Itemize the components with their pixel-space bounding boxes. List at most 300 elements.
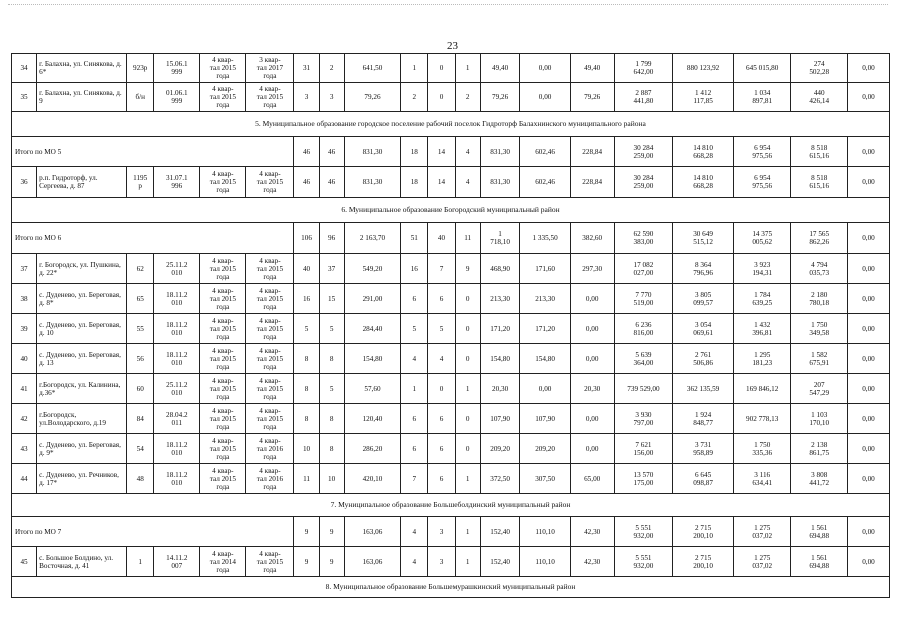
cell-total-area: 79,26 bbox=[344, 83, 401, 112]
cell-area-total: 171,20 bbox=[480, 314, 520, 344]
municipality-heading: 6. Муниципальное образование Богородский муниципальный район bbox=[12, 198, 890, 223]
cell-planned-end: 4 квар- тал 2015 года bbox=[246, 404, 294, 434]
cell-local-budget: 1 582 675,91 bbox=[791, 344, 848, 374]
cell-regional-budget: 1 750 335,36 bbox=[733, 434, 791, 464]
cell-area-total: 372,50 bbox=[480, 464, 520, 494]
resettlement-table bbox=[11, 53, 890, 598]
cell-extra-funds: 0,00 bbox=[847, 254, 889, 284]
cell-extra-funds: 0,00 bbox=[847, 167, 889, 198]
cell-residents-count: 31 bbox=[294, 54, 319, 83]
cell-units-municipal: 0 bbox=[455, 404, 480, 434]
cell-cost-total: 7 621 156,00 bbox=[614, 434, 673, 464]
cell-extra-funds: 0,00 bbox=[847, 54, 889, 83]
table-row bbox=[12, 464, 890, 494]
cell-area-total: 209,20 bbox=[480, 434, 520, 464]
cell-extra-funds: 0,00 bbox=[847, 223, 889, 254]
cell-address: с. Большое Болдино, ул. Восточная, д. 41 bbox=[37, 547, 127, 577]
cell-units-private: 3 bbox=[428, 547, 455, 577]
cell-residents-count: 106 bbox=[294, 223, 319, 254]
table-row bbox=[12, 434, 890, 464]
cell-units-municipal: 9 bbox=[455, 254, 480, 284]
cell-planned-start: 4 квар- тал 2015 года bbox=[200, 314, 246, 344]
cell-residents-count: 46 bbox=[294, 137, 319, 167]
cell-regional-budget: 1 275 037,02 bbox=[733, 517, 791, 547]
cell-address: р.п. Гидроторф, ул. Сергеева, д. 87 bbox=[37, 167, 127, 198]
cell-units-municipal: 0 bbox=[455, 314, 480, 344]
cell-residents-to-move: 8 bbox=[319, 404, 344, 434]
cell-fund-contribution: 14 810 668,28 bbox=[673, 167, 734, 198]
cell-local-budget: 1 561 694,88 bbox=[791, 517, 848, 547]
cell-units-municipal: 1 bbox=[455, 54, 480, 83]
cell-extra-funds: 0,00 bbox=[847, 434, 889, 464]
cell-regional-budget: 6 954 975,56 bbox=[733, 167, 791, 198]
cell-document-date: 25.11.2 010 bbox=[154, 374, 200, 404]
cell-total-area: 2 163,70 bbox=[344, 223, 401, 254]
cell-fund-contribution: 8 364 796,96 bbox=[673, 254, 734, 284]
cell-units-municipal: 0 bbox=[455, 434, 480, 464]
cell-residents-to-move: 15 bbox=[319, 284, 344, 314]
cell-units-municipal: 4 bbox=[455, 167, 480, 198]
cell-regional-budget: 1 784 639,25 bbox=[733, 284, 791, 314]
cell-area-private: 171,60 bbox=[520, 254, 570, 284]
cell-planned-start: 4 квар- тал 2015 года bbox=[200, 254, 246, 284]
cell-regional-budget: 14 375 005,62 bbox=[733, 223, 791, 254]
cell-units-total: 18 bbox=[401, 137, 428, 167]
cell-area-municipal: 0,00 bbox=[570, 434, 614, 464]
cell-planned-end: 4 квар- тал 2015 года bbox=[246, 314, 294, 344]
cell-area-total: 831,30 bbox=[480, 137, 520, 167]
cell-planned-end: 4 квар- тал 2015 года bbox=[246, 547, 294, 577]
cell-residents-to-move: 2 bbox=[319, 54, 344, 83]
cell-residents-to-move: 5 bbox=[319, 374, 344, 404]
cell-area-total: 79,26 bbox=[480, 83, 520, 112]
cell-address: с. Дуденево, ул. Береговая, д. 8* bbox=[37, 284, 127, 314]
cell-fund-contribution: 3 731 958,89 bbox=[673, 434, 734, 464]
cell-cost-total: 17 082 027,00 bbox=[614, 254, 673, 284]
cell-area-private: 213,30 bbox=[520, 284, 570, 314]
cell-residents-count: 16 bbox=[294, 284, 319, 314]
cell-area-private: 154,80 bbox=[520, 344, 570, 374]
cell-local-budget: 207 547,29 bbox=[791, 374, 848, 404]
cell-regional-budget: 6 954 975,56 bbox=[733, 137, 791, 167]
cell-fund-contribution: 362 135,59 bbox=[673, 374, 734, 404]
cell-planned-start: 4 квар- тал 2015 года bbox=[200, 54, 246, 83]
cell-document-number: 923р bbox=[127, 54, 154, 83]
cell-residents-to-move: 96 bbox=[319, 223, 344, 254]
cell-extra-funds: 0,00 bbox=[847, 83, 889, 112]
cell-residents-count: 9 bbox=[294, 517, 319, 547]
cell-total-area: 163,06 bbox=[344, 517, 401, 547]
top-rule bbox=[8, 4, 888, 5]
cell-units-municipal: 0 bbox=[455, 344, 480, 374]
cell-regional-budget: 3 116 634,41 bbox=[733, 464, 791, 494]
cell-area-private: 110,10 bbox=[520, 547, 570, 577]
cell-regional-budget: 645 015,80 bbox=[733, 54, 791, 83]
municipality-heading: 5. Муниципальное образование городское поселение рабочий поселок Гидроторф Балахнинского муниципального района bbox=[12, 112, 890, 137]
cell-cost-total: 7 770 519,00 bbox=[614, 284, 673, 314]
cell-units-private: 6 bbox=[428, 464, 455, 494]
municipality-heading: 7. Муниципальное образование Большеболдинский муниципальный район bbox=[12, 494, 890, 517]
cell-planned-start: 4 квар- тал 2015 года bbox=[200, 83, 246, 112]
table-row bbox=[12, 167, 890, 198]
cell-units-total: 5 bbox=[401, 314, 428, 344]
cell-units-municipal: 1 bbox=[455, 517, 480, 547]
cell-area-private: 110,10 bbox=[520, 517, 570, 547]
section-row bbox=[12, 494, 890, 517]
cell-residents-to-move: 5 bbox=[319, 314, 344, 344]
cell-area-total: 213,30 bbox=[480, 284, 520, 314]
cell-total-area: 57,60 bbox=[344, 374, 401, 404]
cell-units-total: 16 bbox=[401, 254, 428, 284]
cell-total-area: 420,10 bbox=[344, 464, 401, 494]
cell-cost-total: 739 529,00 bbox=[614, 374, 673, 404]
cell-area-private: 0,00 bbox=[520, 83, 570, 112]
cell-units-total: 4 bbox=[401, 517, 428, 547]
cell-units-municipal: 4 bbox=[455, 137, 480, 167]
cell-planned-end: 4 квар- тал 2015 года bbox=[246, 167, 294, 198]
cell-residents-to-move: 46 bbox=[319, 167, 344, 198]
cell-document-date: 25.11.2 010 bbox=[154, 254, 200, 284]
cell-units-total: 18 bbox=[401, 167, 428, 198]
cell-planned-start: 4 квар- тал 2015 года bbox=[200, 464, 246, 494]
cell-fund-contribution: 2 715 200,10 bbox=[673, 517, 734, 547]
total-row bbox=[12, 517, 890, 547]
cell-extra-funds: 0,00 bbox=[847, 344, 889, 374]
cell-address: с. Дуденево, ул. Речников, д. 17* bbox=[37, 464, 127, 494]
cell-area-private: 307,50 bbox=[520, 464, 570, 494]
cell-local-budget: 1 103 170,10 bbox=[791, 404, 848, 434]
cell-document-date: 18.11.2 010 bbox=[154, 284, 200, 314]
cell-extra-funds: 0,00 bbox=[847, 284, 889, 314]
cell-document-date: 28.04.2 011 bbox=[154, 404, 200, 434]
cell-units-private: 14 bbox=[428, 137, 455, 167]
cell-document-number: 56 bbox=[127, 344, 154, 374]
cell-total-area: 549,20 bbox=[344, 254, 401, 284]
cell-extra-funds: 0,00 bbox=[847, 374, 889, 404]
cell-area-total: 152,40 bbox=[480, 517, 520, 547]
cell-units-total: 4 bbox=[401, 547, 428, 577]
cell-cost-total: 2 887 441,80 bbox=[614, 83, 673, 112]
cell-area-municipal: 297,30 bbox=[570, 254, 614, 284]
cell-address: г. Балахна, ул. Синякова, д. 9 bbox=[37, 83, 127, 112]
cell-extra-funds: 0,00 bbox=[847, 464, 889, 494]
cell-document-date: 14.11.2 007 bbox=[154, 547, 200, 577]
cell-planned-start: 4 квар- тал 2014 года bbox=[200, 547, 246, 577]
cell-document-date: 01.06.1 999 bbox=[154, 83, 200, 112]
cell-units-private: 5 bbox=[428, 314, 455, 344]
section-row bbox=[12, 112, 890, 137]
page-number: 23 bbox=[447, 40, 458, 52]
cell-extra-funds: 0,00 bbox=[847, 137, 889, 167]
cell-area-private: 602,46 bbox=[520, 167, 570, 198]
cell-row-number: 34 bbox=[12, 54, 37, 83]
cell-cost-total: 5 551 932,00 bbox=[614, 517, 673, 547]
cell-row-number: 44 bbox=[12, 464, 37, 494]
cell-fund-contribution: 3 805 099,57 bbox=[673, 284, 734, 314]
cell-residents-to-move: 9 bbox=[319, 547, 344, 577]
cell-document-number: 48 bbox=[127, 464, 154, 494]
cell-units-total: 1 bbox=[401, 374, 428, 404]
cell-area-total: 154,80 bbox=[480, 344, 520, 374]
cell-row-number: 36 bbox=[12, 167, 37, 198]
cell-units-total: 1 bbox=[401, 54, 428, 83]
cell-area-total: 20,30 bbox=[480, 374, 520, 404]
cell-planned-end: 4 квар- тал 2016 года bbox=[246, 464, 294, 494]
cell-units-total: 6 bbox=[401, 434, 428, 464]
cell-units-total: 7 bbox=[401, 464, 428, 494]
cell-cost-total: 5 639 364,00 bbox=[614, 344, 673, 374]
cell-planned-end: 4 квар- тал 2015 года bbox=[246, 284, 294, 314]
cell-area-municipal: 65,00 bbox=[570, 464, 614, 494]
cell-fund-contribution: 3 054 069,61 bbox=[673, 314, 734, 344]
cell-document-number: 55 bbox=[127, 314, 154, 344]
cell-area-municipal: 0,00 bbox=[570, 404, 614, 434]
cell-area-municipal: 228,84 bbox=[570, 167, 614, 198]
cell-local-budget: 440 426,14 bbox=[791, 83, 848, 112]
cell-local-budget: 2 138 861,75 bbox=[791, 434, 848, 464]
cell-regional-budget: 3 923 194,31 bbox=[733, 254, 791, 284]
cell-planned-start: 4 квар- тал 2015 года bbox=[200, 374, 246, 404]
cell-document-date: 18.11.2 010 bbox=[154, 464, 200, 494]
cell-residents-to-move: 9 bbox=[319, 517, 344, 547]
total-label: Итого по МО 7 bbox=[12, 517, 294, 547]
section-row bbox=[12, 198, 890, 223]
cell-units-private: 7 bbox=[428, 254, 455, 284]
cell-units-total: 2 bbox=[401, 83, 428, 112]
cell-area-municipal: 79,26 bbox=[570, 83, 614, 112]
cell-residents-count: 8 bbox=[294, 404, 319, 434]
cell-units-total: 51 bbox=[401, 223, 428, 254]
cell-local-budget: 1 750 349,58 bbox=[791, 314, 848, 344]
cell-total-area: 154,80 bbox=[344, 344, 401, 374]
cell-planned-end: 4 квар- тал 2015 года bbox=[246, 374, 294, 404]
cell-planned-start: 4 квар- тал 2015 года bbox=[200, 344, 246, 374]
cell-area-private: 171,20 bbox=[520, 314, 570, 344]
cell-area-total: 107,90 bbox=[480, 404, 520, 434]
cell-row-number: 37 bbox=[12, 254, 37, 284]
cell-total-area: 120,40 bbox=[344, 404, 401, 434]
section-row bbox=[12, 577, 890, 598]
cell-document-number: 65 bbox=[127, 284, 154, 314]
cell-area-municipal: 42,30 bbox=[570, 547, 614, 577]
cell-cost-total: 5 551 932,00 bbox=[614, 547, 673, 577]
table-row bbox=[12, 83, 890, 112]
cell-local-budget: 2 180 780,18 bbox=[791, 284, 848, 314]
cell-area-municipal: 49,40 bbox=[570, 54, 614, 83]
cell-extra-funds: 0,00 bbox=[847, 547, 889, 577]
cell-units-private: 4 bbox=[428, 344, 455, 374]
cell-units-private: 0 bbox=[428, 54, 455, 83]
cell-document-number: 1195 р bbox=[127, 167, 154, 198]
cell-total-area: 641,50 bbox=[344, 54, 401, 83]
cell-cost-total: 1 799 642,00 bbox=[614, 54, 673, 83]
cell-planned-end: 3 квар- тал 2017 года bbox=[246, 54, 294, 83]
cell-row-number: 43 bbox=[12, 434, 37, 464]
cell-fund-contribution: 880 123,92 bbox=[673, 54, 734, 83]
table-row bbox=[12, 547, 890, 577]
cell-row-number: 45 bbox=[12, 547, 37, 577]
cell-planned-start: 4 квар- тал 2015 года bbox=[200, 284, 246, 314]
cell-document-number: 60 bbox=[127, 374, 154, 404]
cell-residents-count: 3 bbox=[294, 83, 319, 112]
cell-total-area: 831,30 bbox=[344, 167, 401, 198]
cell-document-date: 18.11.2 010 bbox=[154, 344, 200, 374]
cell-document-number: 62 bbox=[127, 254, 154, 284]
cell-area-total: 831,30 bbox=[480, 167, 520, 198]
cell-cost-total: 3 930 797,00 bbox=[614, 404, 673, 434]
cell-planned-end: 4 квар- тал 2015 года bbox=[246, 344, 294, 374]
cell-cost-total: 30 284 259,00 bbox=[614, 167, 673, 198]
cell-fund-contribution: 30 649 515,12 bbox=[673, 223, 734, 254]
cell-residents-to-move: 8 bbox=[319, 344, 344, 374]
cell-local-budget: 17 565 862,26 bbox=[791, 223, 848, 254]
cell-total-area: 163,06 bbox=[344, 547, 401, 577]
cell-residents-to-move: 10 bbox=[319, 464, 344, 494]
cell-document-date: 31.07.1 996 bbox=[154, 167, 200, 198]
municipality-heading: 8. Муниципальное образование Большемурашкинский муниципальный район bbox=[12, 577, 890, 598]
cell-units-private: 0 bbox=[428, 374, 455, 404]
table-row bbox=[12, 374, 890, 404]
cell-address: с. Дуденево, ул. Береговая, д. 10 bbox=[37, 314, 127, 344]
cell-row-number: 38 bbox=[12, 284, 37, 314]
table-row bbox=[12, 254, 890, 284]
cell-units-total: 6 bbox=[401, 404, 428, 434]
cell-units-municipal: 1 bbox=[455, 374, 480, 404]
cell-cost-total: 30 284 259,00 bbox=[614, 137, 673, 167]
cell-total-area: 286,20 bbox=[344, 434, 401, 464]
cell-row-number: 35 bbox=[12, 83, 37, 112]
total-label: Итого по МО 5 bbox=[12, 137, 294, 167]
cell-planned-end: 4 квар- тал 2015 года bbox=[246, 83, 294, 112]
cell-address: г. Балахна, ул. Синякова, д. 6* bbox=[37, 54, 127, 83]
cell-fund-contribution: 1 412 117,85 bbox=[673, 83, 734, 112]
cell-extra-funds: 0,00 bbox=[847, 314, 889, 344]
table-row bbox=[12, 54, 890, 83]
cell-local-budget: 1 561 694,88 bbox=[791, 547, 848, 577]
cell-row-number: 42 bbox=[12, 404, 37, 434]
cell-area-municipal: 228,84 bbox=[570, 137, 614, 167]
cell-units-municipal: 1 bbox=[455, 547, 480, 577]
total-row bbox=[12, 137, 890, 167]
cell-cost-total: 62 590 383,00 bbox=[614, 223, 673, 254]
cell-planned-start: 4 квар- тал 2015 года bbox=[200, 404, 246, 434]
cell-local-budget: 8 518 615,16 bbox=[791, 137, 848, 167]
cell-residents-count: 5 bbox=[294, 314, 319, 344]
cell-planned-start: 4 квар- тал 2015 года bbox=[200, 167, 246, 198]
cell-area-total: 468,90 bbox=[480, 254, 520, 284]
cell-address: г.Богородск, ул.Володарского, д.19 bbox=[37, 404, 127, 434]
cell-residents-to-move: 8 bbox=[319, 434, 344, 464]
cell-residents-count: 46 bbox=[294, 167, 319, 198]
cell-units-private: 3 bbox=[428, 517, 455, 547]
cell-regional-budget: 1 432 396,81 bbox=[733, 314, 791, 344]
cell-row-number: 39 bbox=[12, 314, 37, 344]
cell-document-date: 18.11.2 010 bbox=[154, 314, 200, 344]
total-row bbox=[12, 223, 890, 254]
cell-residents-count: 10 bbox=[294, 434, 319, 464]
cell-local-budget: 4 794 035,73 bbox=[791, 254, 848, 284]
cell-area-municipal: 0,00 bbox=[570, 344, 614, 374]
cell-fund-contribution: 6 645 098,87 bbox=[673, 464, 734, 494]
cell-area-municipal: 0,00 bbox=[570, 314, 614, 344]
cell-units-total: 6 bbox=[401, 284, 428, 314]
cell-address: с. Дуденево, ул. Береговая, д. 9* bbox=[37, 434, 127, 464]
cell-total-area: 831,30 bbox=[344, 137, 401, 167]
cell-residents-to-move: 46 bbox=[319, 137, 344, 167]
cell-area-private: 209,20 bbox=[520, 434, 570, 464]
cell-area-private: 0,00 bbox=[520, 54, 570, 83]
cell-fund-contribution: 2 761 506,86 bbox=[673, 344, 734, 374]
cell-units-private: 6 bbox=[428, 284, 455, 314]
cell-regional-budget: 1 295 181,23 bbox=[733, 344, 791, 374]
cell-extra-funds: 0,00 bbox=[847, 404, 889, 434]
table-row bbox=[12, 344, 890, 374]
cell-area-total: 152,40 bbox=[480, 547, 520, 577]
cell-area-total: 1 718,10 bbox=[480, 223, 520, 254]
cell-cost-total: 13 570 175,00 bbox=[614, 464, 673, 494]
table-row bbox=[12, 284, 890, 314]
cell-units-municipal: 2 bbox=[455, 83, 480, 112]
cell-address: с. Дуденево, ул. Береговая, д. 13 bbox=[37, 344, 127, 374]
cell-units-private: 14 bbox=[428, 167, 455, 198]
cell-area-municipal: 20,30 bbox=[570, 374, 614, 404]
cell-local-budget: 8 518 615,16 bbox=[791, 167, 848, 198]
cell-local-budget: 3 808 441,72 bbox=[791, 464, 848, 494]
cell-planned-start: 4 квар- тал 2015 года bbox=[200, 434, 246, 464]
cell-planned-end: 4 квар- тал 2016 года bbox=[246, 434, 294, 464]
table-row bbox=[12, 404, 890, 434]
cell-total-area: 291,00 bbox=[344, 284, 401, 314]
cell-area-municipal: 42,30 bbox=[570, 517, 614, 547]
cell-residents-count: 40 bbox=[294, 254, 319, 284]
cell-address: г.Богородск, ул. Калинина, д.36* bbox=[37, 374, 127, 404]
cell-fund-contribution: 1 924 848,77 bbox=[673, 404, 734, 434]
table-row bbox=[12, 314, 890, 344]
cell-regional-budget: 1 275 037,02 bbox=[733, 547, 791, 577]
cell-residents-count: 9 bbox=[294, 547, 319, 577]
cell-row-number: 40 bbox=[12, 344, 37, 374]
cell-area-private: 0,00 bbox=[520, 374, 570, 404]
cell-document-number: б/н bbox=[127, 83, 154, 112]
cell-area-private: 602,46 bbox=[520, 137, 570, 167]
cell-units-total: 4 bbox=[401, 344, 428, 374]
cell-regional-budget: 169 846,12 bbox=[733, 374, 791, 404]
cell-residents-to-move: 37 bbox=[319, 254, 344, 284]
cell-units-municipal: 1 bbox=[455, 464, 480, 494]
cell-row-number: 41 bbox=[12, 374, 37, 404]
cell-fund-contribution: 2 715 200,10 bbox=[673, 547, 734, 577]
cell-units-private: 40 bbox=[428, 223, 455, 254]
cell-area-private: 107,90 bbox=[520, 404, 570, 434]
cell-regional-budget: 902 778,13 bbox=[733, 404, 791, 434]
total-label: Итого по МО 6 bbox=[12, 223, 294, 254]
cell-document-number: 54 bbox=[127, 434, 154, 464]
cell-units-private: 6 bbox=[428, 434, 455, 464]
cell-units-municipal: 0 bbox=[455, 284, 480, 314]
cell-units-private: 0 bbox=[428, 83, 455, 112]
cell-document-date: 15.06.1 999 bbox=[154, 54, 200, 83]
cell-extra-funds: 0,00 bbox=[847, 517, 889, 547]
cell-area-private: 1 335,50 bbox=[520, 223, 570, 254]
cell-total-area: 284,40 bbox=[344, 314, 401, 344]
cell-area-municipal: 0,00 bbox=[570, 284, 614, 314]
cell-cost-total: 6 236 816,00 bbox=[614, 314, 673, 344]
cell-document-date: 18.11.2 010 bbox=[154, 434, 200, 464]
cell-document-number: 1 bbox=[127, 547, 154, 577]
cell-residents-count: 8 bbox=[294, 344, 319, 374]
cell-units-municipal: 11 bbox=[455, 223, 480, 254]
cell-residents-count: 11 bbox=[294, 464, 319, 494]
